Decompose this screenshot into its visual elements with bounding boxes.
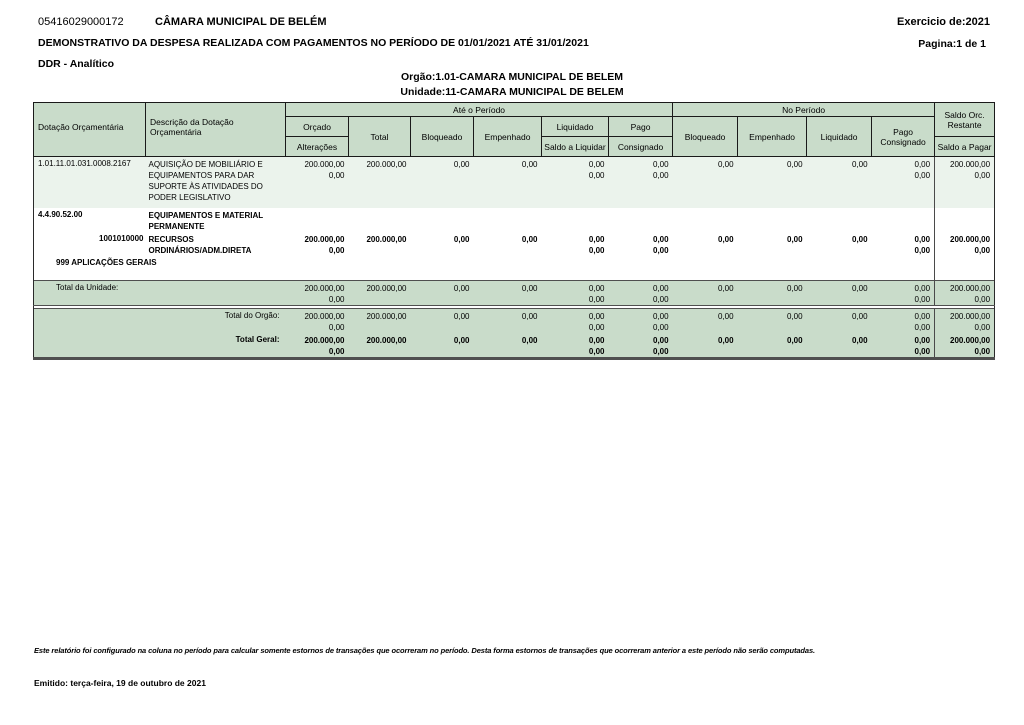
value-cell (807, 256, 872, 281)
value-cell: 200.000,00 (349, 280, 411, 305)
value-cell: 200.000,00 0,00 (935, 232, 995, 256)
value-cell: 0,00 (474, 232, 542, 256)
value-cell: 0,00 0,00 (872, 232, 935, 256)
col-saldo-orc-restante (935, 103, 995, 137)
group-ate-periodo: Até o Período (286, 103, 673, 117)
value-cell: 0,00 (738, 232, 807, 256)
value-cell: 0,00 (474, 280, 542, 305)
value-cell (872, 256, 935, 281)
value-cell: 0,00 0,00 (872, 308, 935, 333)
value-cell (411, 256, 474, 281)
value-cell: 0,00 0,00 (542, 333, 609, 359)
value-cell: 200.000,00 0,00 (935, 157, 995, 208)
value-cell: 200.000,00 0,00 (935, 280, 995, 305)
value-cell: 0,00 (738, 280, 807, 305)
col-pago: Pago (609, 117, 673, 137)
page-number: Pagina:1 de 1 (918, 38, 986, 50)
col-bloqueado: Bloqueado (411, 117, 474, 157)
col-saldo-a-liquidar: Saldo a Liquidar (542, 137, 609, 157)
col-consignado: Consignado (609, 137, 673, 157)
value-cell (673, 208, 738, 232)
col-saldo-orc-line2: Restante (947, 119, 982, 130)
value-cell: 0,00 (411, 280, 474, 305)
value-cell: 0,00 (673, 308, 738, 333)
table-row (34, 208, 995, 232)
value-cell: 0,00 0,00 (542, 280, 609, 305)
value-cell (609, 208, 673, 232)
value-cell: 200.000,00 (349, 232, 411, 256)
value-cell: 0,00 0,00 (609, 308, 673, 333)
footer-note: Este relatório foi configurado na coluna no período para calcular somente estornos de transações que ocorreram no período. Desta forma estornos de transações que ocorreram anterior a este período não serão computadas. (34, 646, 816, 655)
value-cell: 0,00 0,00 (872, 333, 935, 359)
dotacao-code: 4.4.90.52.00 (34, 208, 146, 232)
table-row (34, 256, 995, 281)
value-cell: 200.000,00 0,00 (935, 308, 995, 333)
col-np-pago-consignado (872, 117, 935, 157)
value-cell: 0,00 (738, 333, 807, 359)
value-cell: 0,00 (673, 333, 738, 359)
table-row (34, 157, 995, 208)
col-orcado: Orçado (286, 117, 349, 137)
value-cell: 0,00 (474, 308, 542, 333)
dotacao-description: EQUIPAMENTOS E MATERIAL PERMANENTE (146, 208, 286, 232)
value-cell: 0,00 (807, 308, 872, 333)
col-alteracoes: Alterações (286, 137, 349, 157)
value-cell: 0,00 (411, 157, 474, 208)
row-label: 999 APLICAÇÕES GERAIS (34, 256, 286, 281)
value-cell: 0,00 (807, 333, 872, 359)
value-cell: 200.000,00 (349, 333, 411, 359)
report-subtitle: DDR - Analítico (38, 58, 115, 70)
organization-name: CÂMARA MUNICIPAL DE BELÉM (155, 16, 327, 28)
value-cell (474, 256, 542, 281)
value-cell: 0,00 (673, 157, 738, 208)
value-cell: 200.000,00 0,00 (286, 232, 349, 256)
value-cell: 0,00 (807, 157, 872, 208)
table-row (34, 280, 995, 305)
row-label: Total da Unidade: (34, 280, 286, 305)
value-cell: 200.000,00 0,00 (286, 333, 349, 359)
value-cell (609, 256, 673, 281)
col-np-pago-line2: Consignado (880, 136, 926, 147)
table-row (34, 232, 995, 256)
value-cell (935, 256, 995, 281)
value-cell: 0,00 (474, 157, 542, 208)
value-cell: 200.000,00 0,00 (935, 333, 995, 359)
orgao-line: Orgão:1.01-CAMARA MUNICIPAL DE BELEM (400, 71, 624, 83)
col-descricao (146, 103, 286, 157)
value-cell (474, 208, 542, 232)
value-cell (411, 208, 474, 232)
value-cell: 0,00 0,00 (609, 157, 673, 208)
exercise-year: Exercicio de:2021 (897, 16, 990, 28)
col-saldo-orc-line1: Saldo Orc. (944, 109, 985, 120)
table-row (34, 333, 995, 359)
value-cell: 0,00 0,00 (872, 280, 935, 305)
value-cell (738, 256, 807, 281)
value-cell: 0,00 (411, 308, 474, 333)
dotacao-description: RECURSOS ORDINÁRIOS/ADM.DIRETA (146, 232, 286, 256)
value-cell: 0,00 (738, 308, 807, 333)
value-cell: 0,00 0,00 (609, 280, 673, 305)
col-liquidado: Liquidado (542, 117, 609, 137)
report-table (33, 102, 995, 360)
value-cell: 0,00 (411, 232, 474, 256)
report-table-body (34, 157, 995, 359)
col-np-bloqueado: Bloqueado (673, 117, 738, 157)
emitted-line: Emitido: terça-feira, 19 de outubro de 2021 (34, 678, 206, 688)
report-title: DEMONSTRATIVO DA DESPESA REALIZADA COM PAGAMENTOS NO PERÍODO DE 01/01/2021 ATÉ 31/01/2021 (38, 37, 589, 49)
value-cell: 0,00 0,00 (542, 157, 609, 208)
value-cell (349, 256, 411, 281)
col-descricao-line1: Descrição da Dotação (150, 117, 234, 127)
table-row (34, 308, 995, 333)
col-dotacao: Dotação Orçamentária (34, 103, 146, 157)
col-descricao-line2: Orçamentária (150, 127, 202, 137)
value-cell (738, 208, 807, 232)
group-no-periodo: No Período (673, 103, 935, 117)
col-empenhado: Empenhado (474, 117, 542, 157)
col-total: Total (349, 117, 411, 157)
value-cell (935, 208, 995, 232)
value-cell: 0,00 (738, 157, 807, 208)
value-cell: 0,00 0,00 (542, 308, 609, 333)
table-header (34, 103, 995, 157)
value-cell: 0,00 (673, 232, 738, 256)
value-cell (872, 208, 935, 232)
row-label: Total Geral: (34, 333, 286, 359)
value-cell: 0,00 (474, 333, 542, 359)
value-cell: 0,00 (411, 333, 474, 359)
value-cell (286, 256, 349, 281)
value-cell: 200.000,00 0,00 (286, 280, 349, 305)
value-cell (807, 208, 872, 232)
dotacao-description: AQUISIÇÃO DE MOBILIÁRIO E EQUIPAMENTOS PARA DAR SUPORTE ÀS ATIVIDADES DO PODER LEGISLATIVO (146, 157, 286, 208)
value-cell: 0,00 (807, 280, 872, 305)
value-cell: 200.000,00 (349, 157, 411, 208)
value-cell (286, 208, 349, 232)
col-np-liquidado: Liquidado (807, 117, 872, 157)
row-label: Total do Orgão: (34, 308, 286, 333)
unidade-line: Unidade:11-CAMARA MUNICIPAL DE BELEM (400, 86, 624, 98)
dotacao-code: 1.01.11.01.031.0008.2167 (34, 157, 146, 208)
value-cell (542, 208, 609, 232)
value-cell: 0,00 0,00 (872, 157, 935, 208)
value-cell (349, 208, 411, 232)
value-cell: 0,00 0,00 (542, 232, 609, 256)
dotacao-code: 1001010000 (34, 232, 146, 256)
value-cell (673, 256, 738, 281)
value-cell: 0,00 (673, 280, 738, 305)
col-saldo-a-pagar: Saldo a Pagar (935, 137, 995, 157)
document-number: 05416029000172 (38, 16, 124, 28)
value-cell: 0,00 0,00 (609, 333, 673, 359)
value-cell: 200.000,00 (349, 308, 411, 333)
value-cell: 200.000,00 0,00 (286, 308, 349, 333)
col-np-pago-line1: Pago (893, 126, 913, 137)
value-cell: 0,00 (807, 232, 872, 256)
value-cell: 0,00 0,00 (609, 232, 673, 256)
col-np-empenhado: Empenhado (738, 117, 807, 157)
value-cell (542, 256, 609, 281)
value-cell: 200.000,00 0,00 (286, 157, 349, 208)
